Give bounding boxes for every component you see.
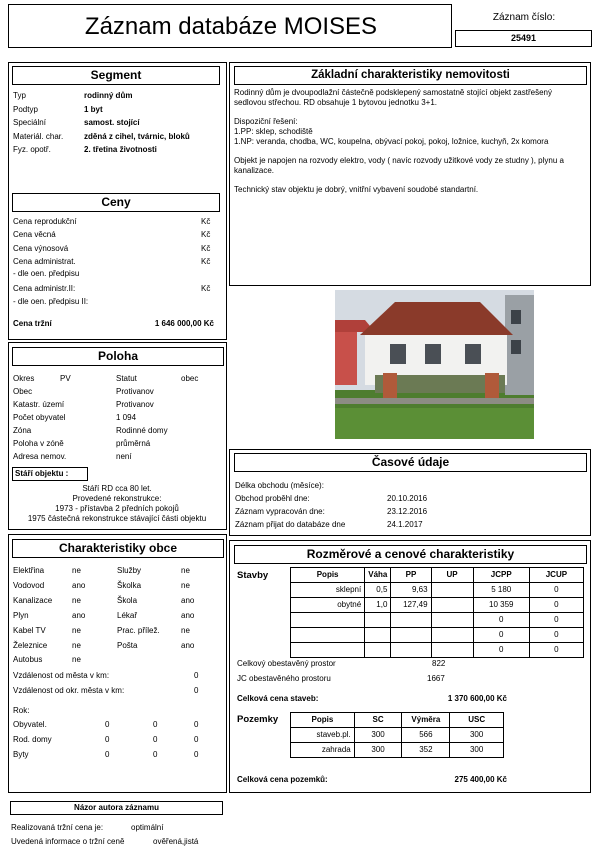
status-label: Statut <box>116 374 137 383</box>
municipality-label: Elektřina <box>13 566 45 575</box>
table-cell: 566 <box>402 728 450 743</box>
table-cell: zahrada <box>291 743 355 758</box>
table-cell <box>431 613 473 628</box>
unit-price-volume-label: JC obestavěného prostoru <box>237 674 331 683</box>
bus-value: ne <box>72 655 81 664</box>
table-cell: 5 180 <box>473 583 529 598</box>
table-cell <box>431 628 473 643</box>
price-currency: Kč <box>201 244 211 253</box>
price-currency: Kč <box>201 257 211 266</box>
house-photo <box>335 290 534 439</box>
location-value: Protivanov <box>116 400 154 409</box>
land-column-header: Popis <box>291 713 355 728</box>
layout-ground-floor: 1.NP: veranda, chodba, WC, koupelna, obývací pokoj, pokoj, ložnice, kuchyň, 2x komora <box>234 137 549 146</box>
distance-city-value: 0 <box>194 671 199 680</box>
price-label: Cena věcná <box>13 230 56 239</box>
table-cell: 300 <box>450 728 504 743</box>
municipality-label: Prac. přílež. <box>117 626 160 635</box>
time-label: Záznam vypracován dne: <box>235 507 325 516</box>
basic-characteristics-heading: Základní charakteristiky nemovitosti <box>234 66 587 85</box>
layout-heading: Dispoziční řešení: <box>234 117 298 126</box>
buildings-column-header: JCPP <box>473 568 529 583</box>
buildings-column-header: JCUP <box>529 568 583 583</box>
distance-district-label: Vzdálenost od okr. města v km: <box>13 686 125 695</box>
year-row-value: 0 <box>153 735 158 744</box>
table-cell <box>391 613 431 628</box>
municipality-label: Lékař <box>117 611 138 620</box>
price-currency: Kč <box>201 230 211 239</box>
table-cell <box>291 628 365 643</box>
table-cell: 300 <box>354 743 402 758</box>
table-cell <box>365 613 391 628</box>
segment-value: samost. stojící <box>84 118 140 127</box>
time-label: Záznam přijat do databáze dne <box>235 520 346 529</box>
table-cell: 0 <box>529 628 583 643</box>
year-row-value: 0 <box>105 750 110 759</box>
table-row <box>291 643 584 658</box>
distance-district-value: 0 <box>194 686 199 695</box>
table-cell <box>365 643 391 658</box>
year-row-value: 0 <box>105 720 110 729</box>
total-land-value: 275 400,00 Kč <box>454 775 507 784</box>
year-row-label: Byty <box>13 750 29 759</box>
table-row <box>291 743 504 758</box>
municipality-value: ne <box>72 641 81 650</box>
land-table <box>290 712 504 758</box>
table-cell <box>291 643 365 658</box>
municipality-value: ne <box>181 626 190 635</box>
time-value: 24.1.2017 <box>387 520 423 529</box>
table-cell: 127,49 <box>391 598 431 613</box>
buildings-column-header: UP <box>431 568 473 583</box>
table-cell: obytné <box>291 598 365 613</box>
segment-value: rodinný dům <box>84 91 133 100</box>
information-label: Uvedená informace o tržní ceně <box>11 837 125 846</box>
table-cell: 0 <box>473 628 529 643</box>
price-label: Cena reprodukční <box>13 217 77 226</box>
basic-characteristics-text <box>234 88 574 195</box>
market-price-opinion-label: Realizovaná tržní cena je: <box>11 823 104 832</box>
condition-paragraph: Technický stav objektu je dobrý, vnitřní vybavení soudobé standartní. <box>234 185 479 194</box>
table-cell: 0 <box>473 643 529 658</box>
municipality-label: Plyn <box>13 611 29 620</box>
time-data-heading: Časové údaje <box>234 453 587 472</box>
layout-basement: 1.PP: sklep, schodiště <box>234 127 313 136</box>
municipality-label: Škola <box>117 596 138 605</box>
table-row <box>291 628 584 643</box>
municipality-label: Školka <box>117 581 142 590</box>
location-value: Rodinné domy <box>116 426 168 435</box>
author-opinion-heading: Názor autora záznamu <box>10 801 223 815</box>
segment-value: 2. třetina životnosti <box>84 145 157 154</box>
built-volume-label: Celkový obestavěný prostor <box>237 659 336 668</box>
location-label: Poloha v zóně <box>13 439 64 448</box>
municipality-label: Pošta <box>117 641 138 650</box>
status-value: obec <box>181 374 199 383</box>
municipality-value: ne <box>72 596 81 605</box>
land-column-header: USC <box>450 713 504 728</box>
municipality-label: Kanalizace <box>13 596 53 605</box>
market-price-value: 1 646 000,00 Kč <box>154 319 214 328</box>
buildings-table <box>290 567 584 658</box>
ceny-heading: Ceny <box>12 193 220 212</box>
description-paragraph: Rodinný dům je dvoupodlažní částečně podsklepený samostatně stojící objekt zastřešený sedlovou střechou. RD obsahuje 1 bytovou jednotku 3+1. <box>234 88 552 107</box>
year-row-value: 0 <box>194 735 199 744</box>
table-cell <box>391 628 431 643</box>
building-age-line: Provedené rekonstrukce: <box>72 494 162 503</box>
buildings-column-header: PP <box>391 568 431 583</box>
table-cell: 352 <box>402 743 450 758</box>
total-land-label: Celková cena pozemků: <box>237 775 328 784</box>
table-cell: 0 <box>473 613 529 628</box>
table-cell <box>431 598 473 613</box>
table-cell: sklepní <box>291 583 365 598</box>
distance-city-label: Vzdálenost od města v km: <box>13 671 110 680</box>
house-photo-icon <box>335 290 534 439</box>
location-label: Katastr. území <box>13 400 65 409</box>
title-box <box>8 4 452 48</box>
price-currency: Kč <box>201 284 211 293</box>
year-row-value: 0 <box>153 750 158 759</box>
location-value: 1 094 <box>116 413 137 422</box>
building-age-line: 1975 částečná rekonstrukce stávající části objektu <box>27 514 207 523</box>
municipality-value: ano <box>181 611 195 620</box>
year-row-value: 0 <box>194 750 199 759</box>
table-cell: 300 <box>450 743 504 758</box>
location-label: Počet obyvatel <box>13 413 66 422</box>
land-label: Pozemky <box>237 714 279 725</box>
table-cell: 9,63 <box>391 583 431 598</box>
year-label: Rok: <box>13 706 30 715</box>
time-value: 20.10.2016 <box>387 494 428 503</box>
municipality-value: ne <box>181 566 190 575</box>
location-label: Zóna <box>13 426 32 435</box>
information-value: ověřená,jistá <box>153 837 199 846</box>
table-cell: 0 <box>529 598 583 613</box>
buildings-column-header: Popis <box>291 568 365 583</box>
land-column-header: SC <box>354 713 402 728</box>
municipality-label: Železnice <box>13 641 48 650</box>
land-column-header: Výměra <box>402 713 450 728</box>
municipality-label: Kabel TV <box>13 626 46 635</box>
municipality-heading: Charakteristiky obce <box>12 539 224 558</box>
market-price-opinion-value: optimální <box>131 823 164 832</box>
municipality-label: Vodovod <box>13 581 45 590</box>
table-cell: 0 <box>529 643 583 658</box>
utilities-paragraph: Objekt je napojen na rozvody elektro, vody ( navíc rozvody užitkové vody ze studny ), plynu a kanalizace. <box>234 156 564 175</box>
table-cell <box>391 643 431 658</box>
time-label: Obchod proběhl dne: <box>235 494 310 503</box>
price-label: Cena administr.II: <box>13 284 76 293</box>
record-number: 25491 <box>455 30 592 47</box>
bus-label: Autobus <box>13 655 43 664</box>
building-age-lines <box>12 484 222 524</box>
unit-price-volume-value: 1667 <box>427 674 445 683</box>
table-row <box>291 583 584 598</box>
buildings-column-header: Váha <box>365 568 391 583</box>
price-label: - dle oen. předpisu II: <box>13 297 89 306</box>
table-cell <box>291 613 365 628</box>
year-row-value: 0 <box>153 720 158 729</box>
segment-value: 1 byt <box>84 104 103 114</box>
price-currency: Kč <box>201 217 211 226</box>
total-buildings-label: Celková cena staveb: <box>237 694 319 703</box>
segment-label: Typ <box>13 91 26 100</box>
municipality-value: ano <box>72 581 86 590</box>
location-label: Obec <box>13 387 33 396</box>
location-value: průměrná <box>116 439 151 448</box>
market-price-label: Cena tržní <box>13 319 52 328</box>
table-cell: 10 359 <box>473 598 529 613</box>
municipality-value: ne <box>181 581 190 590</box>
municipality-value: ano <box>181 641 195 650</box>
price-label: Cena výnosová <box>13 244 69 253</box>
segment-label: Fyz. opotř. <box>13 145 51 154</box>
year-row-label: Rod. domy <box>13 735 52 744</box>
segment-value: zděná z cihel, tvárnic, bloků <box>84 131 190 141</box>
table-cell: 0 <box>529 613 583 628</box>
municipality-value: ano <box>72 611 86 620</box>
district-value: PV <box>60 374 71 383</box>
page-title: Záznam databáze MOISES <box>84 13 378 40</box>
building-age-line: Stáří RD cca 80 let. <box>82 484 152 493</box>
building-age-label: Stáří objektu : <box>12 467 88 481</box>
building-age-line: 1973 - přístavba 2 předních pokojů <box>55 504 179 513</box>
buildings-label: Stavby <box>237 570 269 581</box>
municipality-value: ne <box>72 566 81 575</box>
table-row <box>291 598 584 613</box>
table-cell: staveb.pl. <box>291 728 355 743</box>
built-volume-value: 822 <box>432 659 446 668</box>
municipality-value: ano <box>181 596 195 605</box>
municipality-value: ne <box>72 626 81 635</box>
segment-label: Speciální <box>13 118 46 127</box>
location-heading: Poloha <box>12 347 224 366</box>
table-row <box>291 728 504 743</box>
price-label: - dle oen. předpisu <box>13 269 80 278</box>
segment-heading: Segment <box>12 66 220 85</box>
location-value: není <box>116 452 132 461</box>
location-value: Protivanov <box>116 387 154 396</box>
year-row-label: Obyvatel. <box>13 720 47 729</box>
year-row-value: 0 <box>194 720 199 729</box>
trade-duration-label: Délka obchodu (měsíce): <box>235 481 324 490</box>
municipality-label: Služby <box>117 566 142 575</box>
total-buildings-value: 1 370 600,00 Kč <box>447 694 507 703</box>
table-cell: 1,0 <box>365 598 391 613</box>
table-row <box>291 613 584 628</box>
dimensions-heading: Rozměrové a cenové charakteristiky <box>234 545 587 564</box>
table-cell: 300 <box>354 728 402 743</box>
table-cell <box>365 628 391 643</box>
price-label: Cena administrat. <box>13 257 76 266</box>
time-value: 23.12.2016 <box>387 507 428 516</box>
table-cell <box>431 583 473 598</box>
location-label: Adresa nemov. <box>13 452 67 461</box>
segment-label: Materiál. char. <box>13 131 64 141</box>
table-cell: 0,5 <box>365 583 391 598</box>
record-number-label: Záznam číslo: <box>492 12 556 23</box>
table-cell <box>431 643 473 658</box>
table-cell: 0 <box>529 583 583 598</box>
year-row-value: 0 <box>105 735 110 744</box>
segment-label: Podtyp <box>13 104 38 114</box>
district-label: Okres <box>13 374 35 383</box>
